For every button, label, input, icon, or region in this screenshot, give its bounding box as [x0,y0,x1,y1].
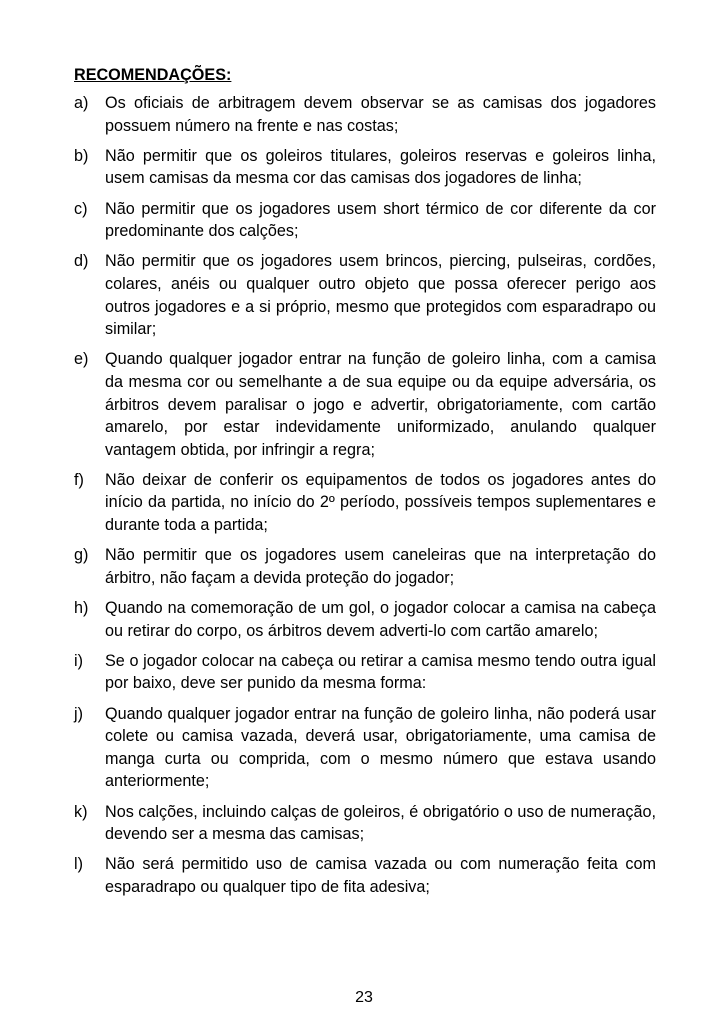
list-marker: j) [74,704,83,723]
list-item-text: Quando qualquer jogador entrar na função de goleiro linha, com a camisa da mesma cor ou semelhante a de sua equipe ou da equipe adversária, os árbitros devem paralisar o jogo e advertir, obrigatoriamente, com cartão amarelo, por estar indevidamente uniformizado, anulando qualquer vantagem obtida, por infringir a regra; [105,350,656,459]
list-marker: d) [74,252,89,271]
list-item-h [74,597,656,642]
list-item-d [74,250,656,340]
section-heading: RECOMENDAÇÕES: [74,66,232,84]
list-item-l [74,853,656,898]
list-marker: g) [74,546,89,565]
list-item-text: Não deixar de conferir os equipamentos de todos os jogadores antes do início da partida, no início do 2º período, possíveis tempos suplementares e durante toda a partida; [105,470,656,535]
list-item-text: Não permitir que os goleiros titulares, goleiros reservas e goleiros linha, usem camisas da mesma cor das camisas dos jogadores de linha; [105,146,656,188]
list-marker: e) [74,350,89,369]
list-item-text: Quando qualquer jogador entrar na função de goleiro linha, não poderá usar colete ou camisa vazada, deverá usar, obrigatoriamente, uma camisa de manga curta ou comprida, com o mesmo número que estava usando anteriormente; [105,704,656,791]
list-marker: l) [74,855,83,874]
list-marker: k) [74,802,88,821]
list-item-a [74,92,656,137]
list-item-k [74,801,656,846]
document-page [74,64,656,906]
list-item-i [74,650,656,695]
list-item-g [74,544,656,589]
list-item-text: Não será permitido uso de camisa vazada ou com numeração feita com esparadrapo ou qualquer tipo de fita adesiva; [105,855,656,896]
list-marker: b) [74,146,89,165]
list-item-text: Se o jogador colocar na cabeça ou retirar a camisa mesmo tendo outra igual por baixo, deve ser punido da mesma forma: [105,651,656,693]
list-marker: i) [74,651,83,670]
list-item-f [74,469,656,537]
list-item-text: Não permitir que os jogadores usem short térmico de cor diferente da cor predominante dos calções; [105,199,656,241]
list-item-text: Nos calções, incluindo calças de goleiros, é obrigatório o uso de numeração, devendo ser a mesma das camisas; [105,802,656,844]
list-item-text: Os oficiais de arbitragem devem observar se as camisas dos jogadores possuem número na frente e nas costas; [105,94,656,135]
list-item-c [74,198,656,243]
list-marker: f) [74,470,84,489]
list-item-text: Não permitir que os jogadores usem caneleiras que na interpretação do árbitro, não façam a devida proteção do jogador; [105,546,656,587]
list-item-e [74,348,656,461]
list-item-j [74,703,656,793]
list-item-b [74,145,656,190]
page-number: 23 [355,989,373,1006]
list-item-text: Quando na comemoração de um gol, o jogador colocar a camisa na cabeça ou retirar do corpo, os árbitros devem adverti-lo com cartão amarelo; [105,599,656,640]
list-marker: c) [74,199,88,218]
list-marker: h) [74,599,89,618]
list-marker: a) [74,94,89,112]
list-item-text: Não permitir que os jogadores usem brincos, piercing, pulseiras, cordões, colares, anéis ou qualquer outro objeto que possa oferecer perigo aos outros jogadores e a si próprio, mesmo que protegidos com esparadrapo ou similar; [105,252,656,339]
